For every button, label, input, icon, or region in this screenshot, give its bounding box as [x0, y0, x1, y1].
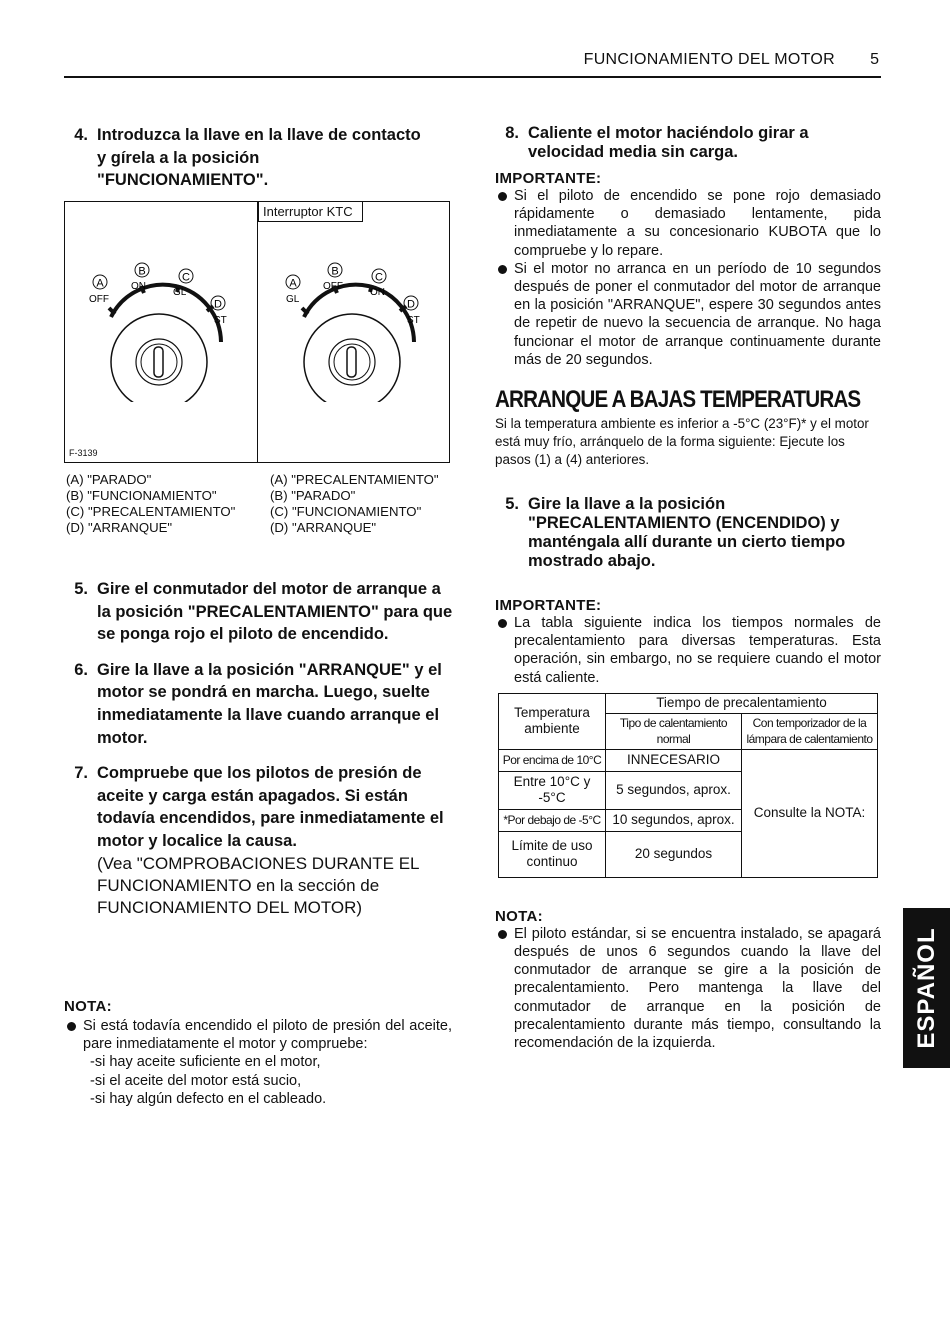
step-number: 6. [74, 660, 88, 679]
caption-line: (D) "ARRANQUE" [66, 520, 173, 535]
standard-switch-diagram [69, 242, 249, 402]
important-bullet: La tabla siguiente indica los tiempos normales de precalentamiento para diversas temperaturas. Esta operación, sin embargo, no se requiere cuando el motor está caliente. [495, 614, 881, 687]
cold-step-5 [495, 495, 881, 571]
right-column [495, 124, 881, 1052]
step-number: 5. [74, 580, 88, 598]
figure-code: F-3139 [69, 448, 98, 458]
figure-tag: Interruptor KTC [258, 202, 363, 222]
table-header-temperature: Temperatura ambiente [499, 693, 606, 749]
step-8 [495, 124, 881, 162]
important-bullets [495, 187, 881, 369]
step-text: Caliente el motor haciéndolo girar a velocidad media sin carga. [528, 124, 809, 161]
caption-line: (C) "FUNCIONAMIENTO" [270, 504, 422, 519]
step-7 [64, 762, 456, 918]
cold-start-paragraph: Si la temperatura ambiente es inferior a -5°C (23°F)* y el motor está muy frío, arránquelo de la forma siguiente: Ejecute los pasos (1) a (4) anteriores. [495, 416, 869, 468]
table-header-preheat-time: Tiempo de precalentamiento [606, 693, 878, 713]
switch-position-label: OFF [89, 294, 109, 305]
important-label: IMPORTANTE: [495, 170, 602, 187]
table-cell-temp: Entre 10°C y -5°C [499, 771, 606, 809]
caption-line: (D) "ARRANQUE" [270, 520, 377, 535]
step-text: Compruebe que los pilotos de presión de aceite y carga están apagados. Si están todavía encendidos, pare inmediatamente el motor y localice la causa. [97, 764, 444, 850]
header-title: FUNCIONAMIENTO DEL MOTOR [583, 51, 835, 68]
caption-line: (B) "PARADO" [270, 488, 356, 503]
language-side-tab [903, 908, 950, 1068]
switch-letter: B [138, 265, 146, 278]
caption-line: (A) "PARADO" [66, 472, 152, 487]
figure-divider [257, 202, 258, 462]
step-number: 7. [74, 764, 88, 783]
step-reference-note: (Vea "COMPROBACIONES DURANTE EL FUNCIONAMIENTO en la sección de FUNCIONAMIENTO DEL MOTOR) [97, 853, 419, 917]
switch-letter: D [214, 298, 222, 311]
note-sub-item: -si hay algún defecto en el cableado. [90, 1090, 327, 1107]
important-bullet: Si el motor no arranca en un período de 10 segundos después de poner el conmutador del motor de arranque en la posición "ARRANQUE", espere 30 segundos antes de repetir de nuevo la secuencia de arranque. No haga funcionar el motor de arranque continuamente durante más de 20 segundos. [495, 260, 881, 369]
caption-line: (A) "PRECALENTAMIENTO" [270, 472, 439, 487]
important-bullets [495, 614, 881, 687]
table-cell-timer-note: Consulte la NOTA: [742, 749, 878, 877]
caption-list-standard [66, 472, 235, 536]
important-bullet: Si el piloto de encendido se pone rojo demasiado rápidamente o demasiado lentamente, pida inmediatamente a su concesionario KUBOTA que lo compruebe y lo repare. [495, 187, 881, 260]
note-bullets [495, 925, 881, 1052]
table-cell-temp: Por encima de 10°C [499, 749, 606, 771]
caption-line: (B) "FUNCIONAMIENTO" [66, 488, 217, 503]
switch-position-label: ON [131, 281, 146, 292]
table-header-normal-type: Tipo de calentamiento normal [606, 713, 742, 749]
language-label: ESPAÑOL [912, 927, 940, 1049]
switch-letter: C [375, 271, 383, 284]
switch-position-label: OFF [323, 281, 343, 292]
table-cell-time: INNECESARIO [606, 749, 742, 771]
switch-letter: C [182, 271, 190, 284]
switch-position-label: ST [214, 315, 227, 326]
step-number: 4. [74, 126, 88, 144]
table-cell-temp: *Por debajo de -5°C [499, 809, 606, 831]
table-cell-time: 10 segundos, aprox. [606, 809, 742, 831]
step-4 [64, 124, 454, 192]
step-6 [64, 659, 456, 749]
important-label: IMPORTANTE: [495, 597, 602, 615]
note-sublist [64, 1053, 452, 1108]
step-text: Introduzca la llave en la llave de contacto y gírela a la posición "FUNCIONAMIENTO". [97, 126, 421, 190]
timer-switch-diagram [262, 242, 442, 402]
ignition-switch-figure [64, 201, 450, 463]
cold-start-heading: ARRANQUE A BAJAS TEMPERATURAS [495, 386, 861, 414]
left-steps [64, 578, 456, 919]
table-header-timer-type: Con temporizador de la lámpara de calentamiento [742, 713, 878, 749]
note-bullet: Si está todavía encendido el piloto de presión del aceite, pare inmediatamente el motor y compruebe: [64, 1017, 452, 1053]
switch-position-label: ST [407, 315, 420, 326]
note-sub-item: -si el aceite del motor está sucio, [90, 1072, 302, 1089]
note-label: NOTA: [64, 998, 112, 1015]
page-header [64, 48, 881, 78]
step-text: Gire la llave a la posición "PRECALENTAMIENTO (ENCENDIDO) y manténgala allí durante un cierto tiempo mostrado abajo. [528, 495, 846, 571]
note-bullets [64, 1017, 452, 1053]
switch-letter: A [289, 277, 297, 290]
note-label: NOTA: [495, 907, 543, 925]
left-column [64, 124, 454, 192]
switch-position-label: ON [370, 287, 385, 298]
step-text: Gire la llave a la posición "ARRANQUE" y el motor se pondrá en marcha. Luego, suelte inmediatamente la llave cuando arranque el motor. [97, 660, 442, 747]
page-number: 5 [870, 51, 879, 68]
step-5 [64, 578, 456, 646]
caption-list-timer [270, 472, 439, 536]
note-sub-item: -si hay aceite suficiente en el motor, [90, 1054, 321, 1071]
preheat-table [498, 693, 878, 878]
table-cell-time: 20 segundos [606, 831, 742, 877]
step-number: 5. [505, 495, 519, 514]
switch-position-label: GL [173, 287, 187, 298]
step-body [97, 762, 456, 918]
table-cell-time: 5 segundos, aprox. [606, 771, 742, 809]
switch-letter: D [407, 298, 415, 311]
switch-letter: A [96, 277, 104, 290]
table-cell-temp: Límite de uso continuo [499, 831, 606, 877]
left-note [64, 998, 452, 1108]
step-number: 8. [505, 124, 519, 142]
note-bullet: El piloto estándar, si se encuentra instalado, se apagará después de unos 6 segundos cuando la llave del conmutador de arranque se gire a la posición de precalentamiento. Pero mantenga la llave del conmutador de arranque en la posición de precalentamiento durante más tiempo, consultando la recomendación de la izquierda. [495, 925, 881, 1052]
switch-position-label: GL [286, 294, 300, 305]
step-text: Gire el conmutador del motor de arranque a la posición "PRECALENTAMIENTO" para que se ponga rojo el piloto de encendido. [97, 580, 453, 644]
switch-letter: B [331, 265, 339, 278]
caption-line: (C) "PRECALENTAMIENTO" [66, 504, 236, 519]
